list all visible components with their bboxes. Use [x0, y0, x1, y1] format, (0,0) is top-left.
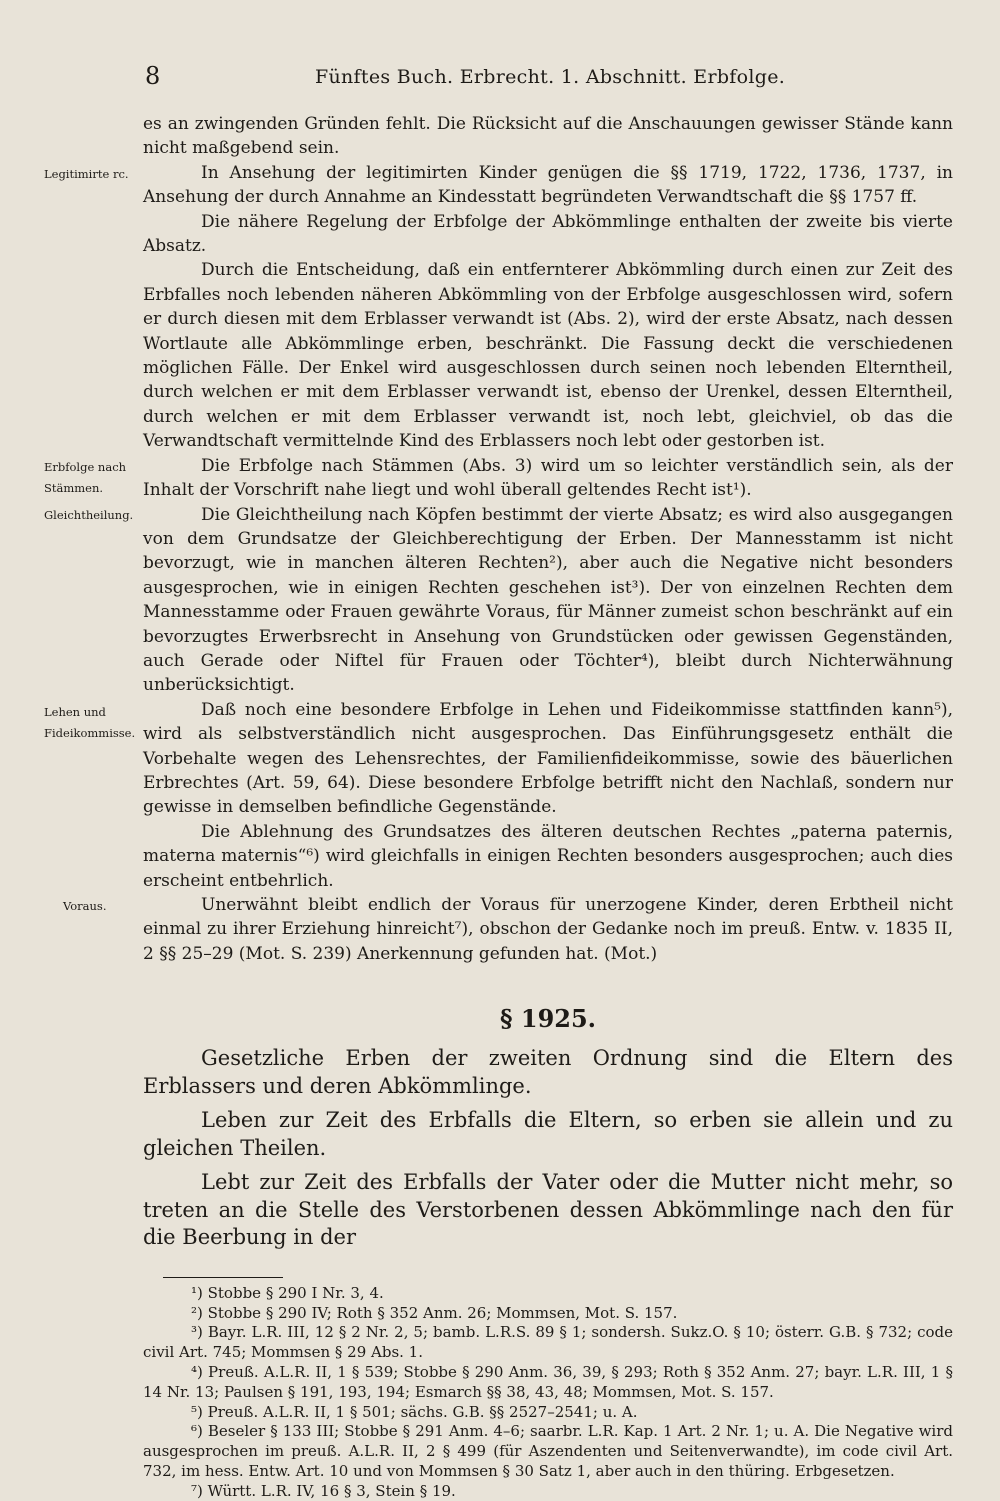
- paragraph-legitimirte: In Ansehung der legitimirten Kinder genügen die §§ 1719, 1722, 1736, 1737, in Ansehung der durch Annahme an Kindesstatt begründeten Verwandtschaft die §§ 1757 ff.: [143, 162, 953, 208]
- section-stammen: [44, 454, 953, 503]
- section-voraus: [63, 893, 953, 966]
- main-text: [44, 112, 953, 1501]
- paragraph-continuation: es an zwingenden Gründen fehlt. Die Rücksicht auf die Anschauungen gewisser Stände kann nicht maßgebend sein.: [143, 114, 953, 159]
- law-paragraph-3: Lebt zur Zeit des Erbfalls der Vater oder die Mutter nicht mehr, so treten an die Stelle des Verstorbenen dessen Abkömmlinge nach den für die Beerbung in der: [143, 1170, 953, 1250]
- margin-note-voraus: Voraus.: [63, 899, 107, 913]
- footnote-3: ³) Bayr. L.R. III, 12 § 2 Nr. 2, 5; bamb. L.R.S. 89 § 1; sondersh. Sukz.O. § 10; österr. G.B. § 732; code civil Art. 745; Mommsen § 29 Abs. 1.: [143, 1323, 953, 1362]
- paragraph-entscheidung: Durch die Entscheidung, daß ein entfernterer Abkömmling durch einen zur Zeit des Erbfalles noch lebenden näheren Abkömmling von der Erbfolge ausgeschlossen wird, sofern er durch diesen mit dem Erblasser verwandt ist (Abs. 2), wird der erste Absatz, nach dessen Wortlaute alle Abkömmlinge erben, beschränkt. Die Fassung deckt die verschiedenen möglichen Fälle. Der Enkel wird ausgeschlossen durch seinen noch lebenden Elterntheil, durch welchen er mit dem Erblasser verwandt ist, ebenso der Urenkel, dessen Elterntheil, durch welchen er mit dem Erblasser verwandt ist, noch lebt, gleichviel, ob das die Verwandtschaft vermittelnde Kind des Erblassers noch lebt oder gestorben ist.: [143, 260, 953, 452]
- section-legitimirte: [44, 161, 953, 210]
- margin-note-stammen: Erbfolge nach Stämmen.: [44, 459, 127, 495]
- law-paragraph-2: Leben zur Zeit des Erbfalls die Eltern, so erben sie allein und zu gleichen Theilen.: [143, 1108, 953, 1160]
- paragraph-gleichtheilung: Die Gleichtheilung nach Köpfen bestimmt der vierte Absatz; es wird also ausgegangen von dem Grundsatze der Gleichberechtigung der Erben. Der Mannesstamm ist nicht bevorzugt, wie in manchen älteren Rechten²), aber auch die Negative nicht besonders ausgesprochen, wie in einigen Rechten geschehen ist³). Der von einzelnen Rechten dem Mannesstamme oder Frauen gewährte Voraus, für Männer zumeist schon beschränkt auf ein bevorzugtes Erwerbsrecht in Ansehung von Grundstücken oder gewissen Gegenständen, auch Gerade oder Niftel für Frauen oder Töchter⁴), bleibt durch Nichterwähnung unberücksichtigt.: [143, 504, 953, 696]
- footnote-4: ⁴) Preuß. A.L.R. II, 1 § 539; Stobbe § 290 Anm. 36, 39, § 293; Roth § 352 Anm. 27; bayr. L.R. III, 1 § 14 Nr. 13; Paulsen § 191, 193, 194; Esmarch §§ 38, 43, 48; Mommsen, Mot. S. 157.: [143, 1362, 953, 1401]
- law-paragraph-1: Gesetzliche Erben der zweiten Ordnung sind die Eltern des Erblassers und deren Abkömmlinge.: [143, 1046, 953, 1098]
- footnote-2: ²) Stobbe § 290 IV; Roth § 352 Anm. 26; Mommsen, Mot. S. 157.: [191, 1303, 678, 1322]
- footnote-6: ⁶) Beseler § 133 III; Stobbe § 291 Anm. 4–6; saarbr. L.R. Kap. 1 Art. 2 Nr. 1; u. A. Die Negative wird ausgesprochen im preuß. A.L.R. II, 2 § 499 (für Aszendenten und Seitenverwandte), im code civil Art. 732, im hess. Entw. Art. 10 und von Mommsen § 30 Satz 1, aber auch in den thüring. Erbgesetzen.: [143, 1422, 953, 1480]
- paragraph-lehen: Daß noch eine besondere Erbfolge in Lehen und Fideikommisse stattfinden kann⁵), wird als selbstverständlich nicht ausgesprochen. Das Einführungsgesetz enthält die Vorbehalte wegen des Lehensrechtes, der Familienfideikommisse, sowie des bäuerlichen Erbrechtes (Art. 59, 64). Diese besondere Erbfolge betrifft nicht den Nachlaß, sondern nur gewisse in demselben befindliche Gegenstände.: [143, 699, 953, 818]
- page-header: [145, 62, 955, 98]
- margin-note-gleichtheilung: Gleichtheilung.: [44, 507, 134, 522]
- section-heading: § 1925.: [499, 1004, 597, 1034]
- paragraph-voraus: Unerwähnt bleibt endlich der Voraus für unerzogene Kinder, deren Erbtheil nicht einmal zu ihrer Erziehung hinreicht⁷), obschon der Gedanke noch im preuß. Entw. v. 1835 II, 2 §§ 25–29 (Mot. S. 239) Anerkennung gefunden hat. (Mot.): [143, 895, 953, 964]
- paragraph-ablehnung: Die Ablehnung des Grundsatzes des älteren deutschen Rechtes „paterna paternis, materna maternis“⁶) wird gleichfalls in einigen Rechten besonders ausgesprochen; auch dies erscheint entbehrlich.: [143, 821, 953, 891]
- page-number: 8: [145, 62, 161, 90]
- footnote-5: ⁵) Preuß. A.L.R. II, 1 § 501; sächs. G.B. §§ 2527–2541; u. A.: [191, 1402, 638, 1421]
- paragraph-stammen: Die Erbfolge nach Stämmen (Abs. 3) wird um so leichter verständlich sein, als der Inhalt der Vorschrift nahe liegt und wohl überall geltendes Recht ist¹).: [143, 455, 953, 501]
- section-lehen: [44, 698, 953, 820]
- footnote-7: ⁷) Württ. L.R. IV, 16 § 3, Stein § 19.: [191, 1481, 456, 1500]
- footnote-divider: [163, 1277, 283, 1278]
- running-title: Fünftes Buch. Erbrecht. 1. Abschnitt. Erbfolge.: [315, 66, 786, 88]
- section-gleichtheilung: [44, 503, 953, 698]
- paragraph-regelung: Die nähere Regelung der Erbfolge der Abkömmlinge enthalten der zweite bis vierte Absatz.: [143, 211, 953, 257]
- margin-note-legitimirte: Legitimirte rc.: [44, 166, 129, 181]
- footnotes: [143, 1284, 953, 1501]
- margin-note-lehen: Lehen und Fideikommisse.: [44, 704, 136, 740]
- footnote-1: ¹) Stobbe § 290 I Nr. 3, 4.: [191, 1283, 384, 1302]
